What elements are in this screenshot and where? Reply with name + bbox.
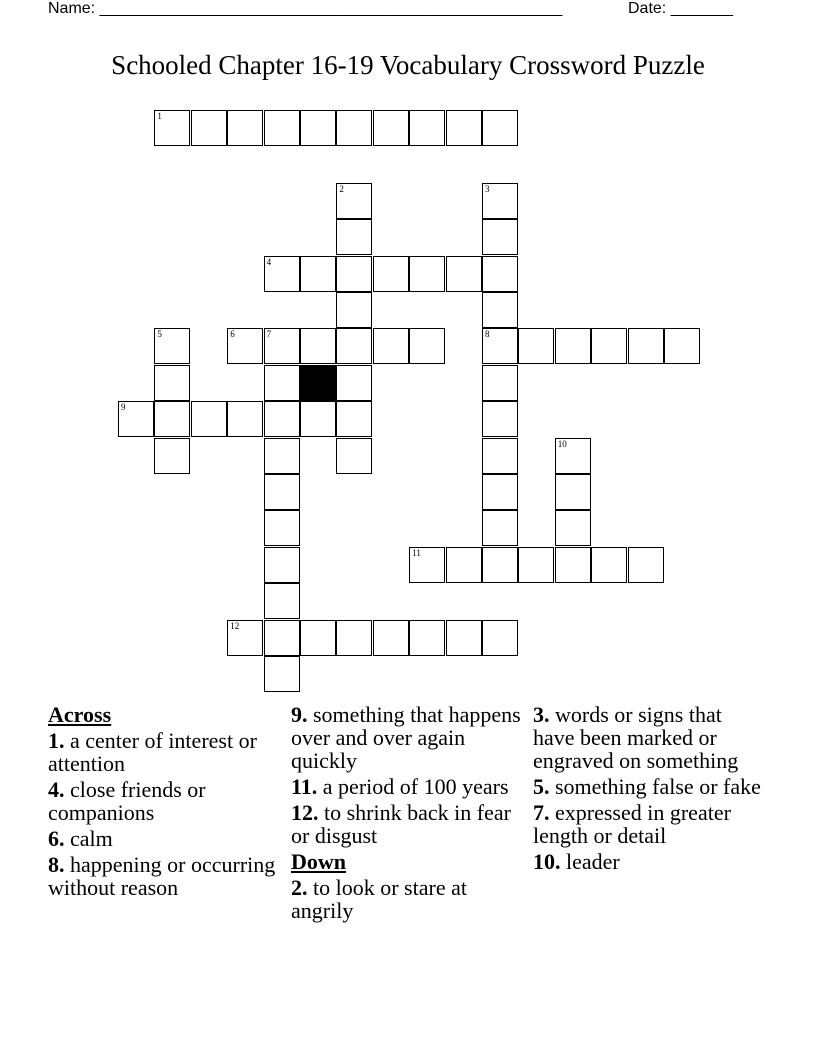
clue-text: something false or fake bbox=[555, 774, 761, 799]
crossword-cell[interactable] bbox=[446, 547, 482, 583]
clue-column-2 bbox=[291, 703, 523, 925]
clue-text: leader bbox=[566, 849, 620, 874]
crossword-cell[interactable] bbox=[482, 401, 518, 437]
cell-number: 3 bbox=[485, 183, 490, 194]
crossword-cell[interactable] bbox=[227, 620, 263, 656]
crossword-cell[interactable] bbox=[482, 547, 518, 583]
crossword-cell[interactable] bbox=[336, 183, 372, 219]
clue-text: to look or stare at angrily bbox=[291, 875, 467, 923]
clue-across-6 bbox=[48, 827, 280, 850]
crossword-cell[interactable] bbox=[300, 401, 336, 437]
clue-number: 11. bbox=[291, 774, 318, 799]
clue-text: a center of interest or attention bbox=[48, 728, 257, 776]
crossword-cell[interactable] bbox=[336, 292, 372, 328]
crossword-cell[interactable] bbox=[555, 328, 591, 364]
clue-number: 1. bbox=[48, 728, 65, 753]
blocked-cell bbox=[300, 365, 336, 401]
crossword-cell[interactable] bbox=[336, 365, 372, 401]
crossword-cell[interactable] bbox=[264, 438, 300, 474]
crossword-cell[interactable] bbox=[555, 438, 591, 474]
crossword-cell[interactable] bbox=[518, 328, 554, 364]
crossword-cell[interactable] bbox=[373, 110, 409, 146]
crossword-cell[interactable] bbox=[628, 328, 664, 364]
cell-number: 12 bbox=[230, 620, 240, 631]
clue-text: expressed in greater length or detail bbox=[533, 800, 731, 848]
crossword-cell[interactable] bbox=[373, 256, 409, 292]
crossword-cell[interactable] bbox=[409, 328, 445, 364]
crossword-cell[interactable] bbox=[264, 256, 300, 292]
crossword-cell[interactable] bbox=[628, 547, 664, 583]
clue-across-8 bbox=[48, 853, 280, 899]
date-field-label: Date: _______ bbox=[628, 0, 733, 17]
page-title: Schooled Chapter 16-19 Vocabulary Crossword Puzzle bbox=[111, 50, 705, 80]
crossword-cell[interactable] bbox=[555, 547, 591, 583]
cell-number: 5 bbox=[157, 329, 162, 340]
cell-number: 2 bbox=[339, 183, 344, 194]
crossword-cell[interactable] bbox=[264, 365, 300, 401]
clue-down-7 bbox=[533, 801, 765, 847]
crossword-cell[interactable] bbox=[118, 401, 154, 437]
cell-number: 10 bbox=[557, 438, 567, 449]
clue-down-3 bbox=[533, 703, 765, 772]
crossword-cell[interactable] bbox=[191, 401, 227, 437]
clue-number: 12. bbox=[291, 800, 319, 825]
crossword-cell[interactable] bbox=[409, 256, 445, 292]
crossword-cell[interactable] bbox=[446, 620, 482, 656]
clue-across-11 bbox=[291, 775, 523, 798]
clue-text: a period of 100 years bbox=[322, 774, 509, 799]
clue-number: 4. bbox=[48, 777, 65, 802]
crossword-cell[interactable] bbox=[264, 328, 300, 364]
crossword-cell[interactable] bbox=[154, 365, 190, 401]
crossword-cell[interactable] bbox=[482, 328, 518, 364]
crossword-cell[interactable] bbox=[264, 510, 300, 546]
crossword-cell[interactable] bbox=[336, 328, 372, 364]
crossword-cell[interactable] bbox=[227, 328, 263, 364]
clue-across-4 bbox=[48, 778, 280, 824]
crossword-cell[interactable] bbox=[482, 438, 518, 474]
name-field-label: Name: ____________________________________________________ bbox=[48, 0, 563, 17]
crossword-cell[interactable] bbox=[555, 510, 591, 546]
cell-number: 4 bbox=[266, 256, 272, 267]
crossword-cell[interactable] bbox=[154, 401, 190, 437]
clue-column-1 bbox=[48, 703, 280, 902]
clue-down-10 bbox=[533, 850, 765, 873]
crossword-cell[interactable] bbox=[264, 620, 300, 656]
crossword-cell[interactable] bbox=[482, 110, 518, 146]
crossword-cell[interactable] bbox=[482, 219, 518, 255]
crossword-cell[interactable] bbox=[300, 328, 336, 364]
crossword-cell[interactable] bbox=[300, 620, 336, 656]
crossword-cell[interactable] bbox=[300, 110, 336, 146]
crossword-cell[interactable] bbox=[264, 656, 300, 692]
clue-number: 5. bbox=[533, 774, 550, 799]
clue-text: calm bbox=[70, 826, 113, 851]
crossword-cell[interactable] bbox=[373, 620, 409, 656]
crossword-cell[interactable] bbox=[482, 510, 518, 546]
clue-number: 6. bbox=[48, 826, 65, 851]
crossword-cell[interactable] bbox=[555, 474, 591, 510]
crossword-cell[interactable] bbox=[518, 547, 554, 583]
crossword-cell[interactable] bbox=[591, 328, 627, 364]
clue-across-12 bbox=[291, 801, 523, 847]
cell-number: 6 bbox=[230, 329, 235, 340]
clue-number: 8. bbox=[48, 852, 65, 877]
crossword-cell[interactable] bbox=[336, 256, 372, 292]
down-heading: Down bbox=[291, 849, 347, 874]
clue-number: 9. bbox=[291, 702, 308, 727]
crossword-cell[interactable] bbox=[482, 620, 518, 656]
clue-down-5 bbox=[533, 775, 765, 798]
crossword-cell[interactable] bbox=[446, 256, 482, 292]
clue-column-3 bbox=[533, 703, 765, 876]
crossword-cell[interactable] bbox=[482, 256, 518, 292]
crossword-cell[interactable] bbox=[336, 219, 372, 255]
crossword-cell[interactable] bbox=[264, 401, 300, 437]
crossword-cell[interactable] bbox=[446, 110, 482, 146]
cell-number: 8 bbox=[485, 329, 490, 340]
clue-across-1 bbox=[48, 729, 280, 775]
crossword-cell[interactable] bbox=[482, 474, 518, 510]
crossword-cell[interactable] bbox=[482, 365, 518, 401]
cell-number: 9 bbox=[121, 402, 126, 413]
crossword-cell[interactable] bbox=[264, 583, 300, 619]
clue-across-9 bbox=[291, 703, 523, 772]
clue-number: 10. bbox=[533, 849, 561, 874]
crossword-cell[interactable] bbox=[482, 292, 518, 328]
crossword-cell[interactable] bbox=[409, 620, 445, 656]
crossword-cell[interactable] bbox=[227, 401, 263, 437]
clue-text: happening or occurring without reason bbox=[48, 852, 276, 900]
crossword-cell[interactable] bbox=[300, 256, 336, 292]
crossword-cell[interactable] bbox=[264, 110, 300, 146]
crossword-cell[interactable] bbox=[191, 110, 227, 146]
crossword-cell[interactable] bbox=[227, 110, 263, 146]
crossword-cell[interactable] bbox=[154, 328, 190, 364]
crossword-cell[interactable] bbox=[482, 183, 518, 219]
crossword-cell[interactable] bbox=[264, 474, 300, 510]
crossword-cell[interactable] bbox=[154, 438, 190, 474]
crossword-cell[interactable] bbox=[336, 110, 372, 146]
clue-number: 2. bbox=[291, 875, 308, 900]
across-heading: Across bbox=[48, 702, 112, 727]
crossword-cell[interactable] bbox=[336, 620, 372, 656]
crossword-cell[interactable] bbox=[336, 401, 372, 437]
cell-number: 11 bbox=[412, 547, 421, 558]
clue-down-2 bbox=[291, 876, 523, 922]
crossword-cell[interactable] bbox=[154, 110, 190, 146]
crossword-cell[interactable] bbox=[664, 328, 700, 364]
clue-text: close friends or companions bbox=[48, 777, 206, 825]
cell-number: 1 bbox=[157, 111, 162, 121]
clue-text: words or signs that have been marked or engraved on something bbox=[533, 702, 739, 773]
cell-number: 7 bbox=[266, 329, 272, 340]
crossword-cell[interactable] bbox=[264, 547, 300, 583]
crossword-cell[interactable] bbox=[409, 110, 445, 146]
clue-number: 3. bbox=[533, 702, 550, 727]
crossword-cell[interactable] bbox=[591, 547, 627, 583]
clue-number: 7. bbox=[533, 800, 550, 825]
crossword-cell[interactable] bbox=[373, 328, 409, 364]
crossword-cell[interactable] bbox=[336, 438, 372, 474]
clue-text: to shrink back in fear or disgust bbox=[291, 800, 511, 848]
clue-text: something that happens over and over again quickly bbox=[291, 702, 521, 773]
crossword-cell[interactable] bbox=[409, 547, 445, 583]
